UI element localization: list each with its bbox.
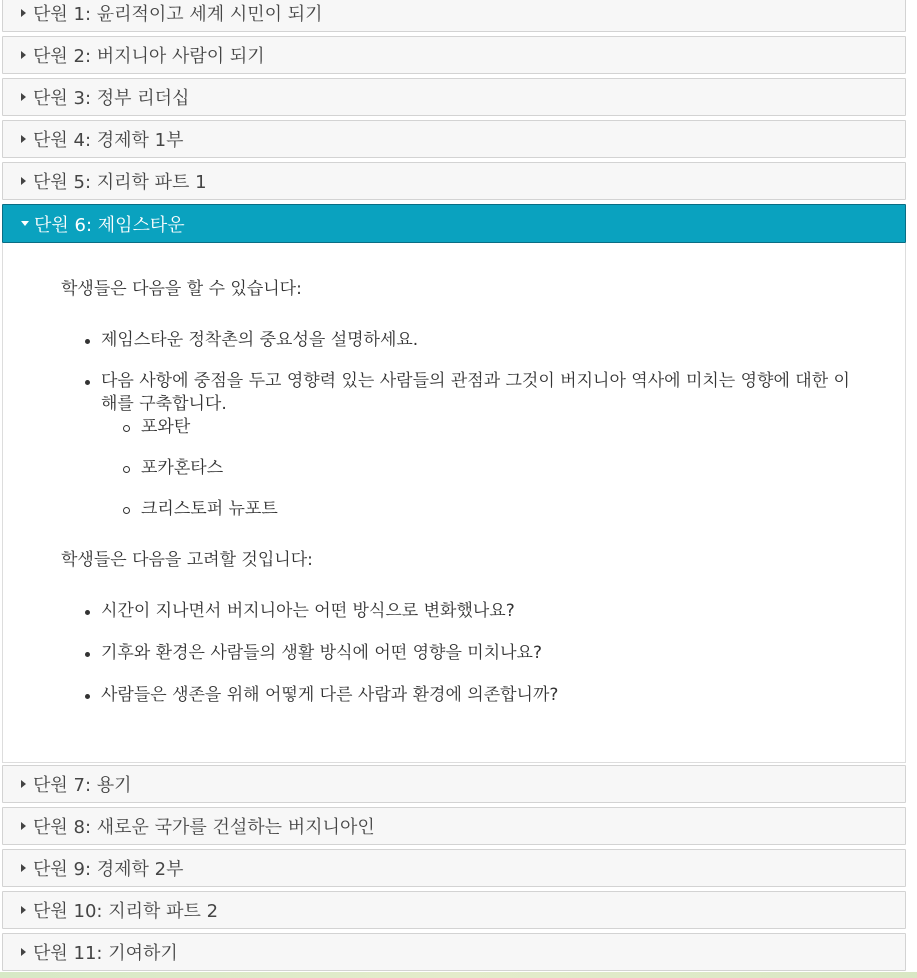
units-accordion — [2, 0, 906, 975]
question-item: 사람들은 생존을 위해 어떻게 다른 사람과 환경에 의존합니까? — [61, 684, 861, 707]
caret-right-icon — [21, 906, 26, 914]
objectives-intro: 학생들은 다음을 할 수 있습니다: — [61, 279, 302, 299]
unit-1-label: 단원 1: 윤리적이고 세계 시민이 되기 — [33, 4, 323, 25]
caret-right-icon — [21, 9, 26, 17]
unit-6-label: 단원 6: 제임스타운 — [34, 214, 185, 236]
unit-11-header[interactable] — [2, 933, 906, 971]
objective-item: 제임스타운 정착촌의 중요성을 설명하세요. — [61, 329, 861, 352]
question-item: 기후와 환경은 사람들의 생활 방식에 어떤 영향을 미치나요? — [61, 642, 861, 665]
caret-right-icon — [21, 135, 26, 143]
questions-intro: 학생들은 다음을 고려할 것입니다: — [61, 550, 313, 570]
caret-right-icon — [21, 948, 26, 956]
unit-5-label: 단원 5: 지리학 파트 1 — [33, 172, 207, 193]
caret-right-icon — [21, 864, 26, 872]
unit-3-label: 단원 3: 정부 리더십 — [33, 88, 190, 109]
unit-8-label: 단원 8: 새로운 국가를 건설하는 버지니아인 — [33, 817, 375, 838]
unit-9-header[interactable] — [2, 849, 906, 887]
unit-10-label: 단원 10: 지리학 파트 2 — [33, 901, 219, 922]
unit-8-header[interactable] — [2, 807, 906, 845]
question-item: 시간이 지나면서 버지니아는 어떤 방식으로 변화했나요? — [61, 600, 861, 623]
caret-right-icon — [21, 93, 26, 101]
unit-5-header[interactable] — [2, 162, 906, 200]
unit-4-label: 단원 4: 경제학 1부 — [33, 130, 184, 151]
caret-right-icon — [21, 177, 26, 185]
unit-4-header[interactable] — [2, 120, 906, 158]
person-item: 포카혼타스 — [101, 457, 861, 480]
objective-item: 다음 사항에 중점을 두고 영향력 있는 사람들의 관점과 그것이 버지니아 역사에 미치는 영향에 대한 이해를 구축합니다. 포와탄 포카혼타스 크리스토퍼 뉴포트 — [61, 370, 861, 521]
caret-down-icon — [21, 221, 29, 226]
footer-strip — [0, 972, 917, 978]
unit-7-label: 단원 7: 용기 — [33, 775, 132, 796]
unit-6-header[interactable] — [2, 204, 906, 243]
person-item: 포와탄 — [101, 416, 861, 439]
objectives-list — [61, 329, 861, 521]
unit-3-header[interactable] — [2, 78, 906, 116]
person-item: 크리스토퍼 뉴포트 — [101, 498, 861, 521]
unit-6-panel — [2, 243, 906, 763]
caret-right-icon — [21, 822, 26, 830]
caret-right-icon — [21, 780, 26, 788]
unit-2-header[interactable] — [2, 36, 906, 74]
people-list — [101, 416, 861, 521]
unit-9-label: 단원 9: 경제학 2부 — [33, 859, 184, 880]
questions-list — [61, 600, 861, 707]
unit-1-header[interactable] — [2, 0, 906, 32]
caret-right-icon — [21, 51, 26, 59]
unit-2-label: 단원 2: 버지니아 사람이 되기 — [33, 46, 265, 67]
unit-10-header[interactable] — [2, 891, 906, 929]
unit-7-header[interactable] — [2, 765, 906, 803]
unit-11-label: 단원 11: 기여하기 — [33, 943, 178, 964]
